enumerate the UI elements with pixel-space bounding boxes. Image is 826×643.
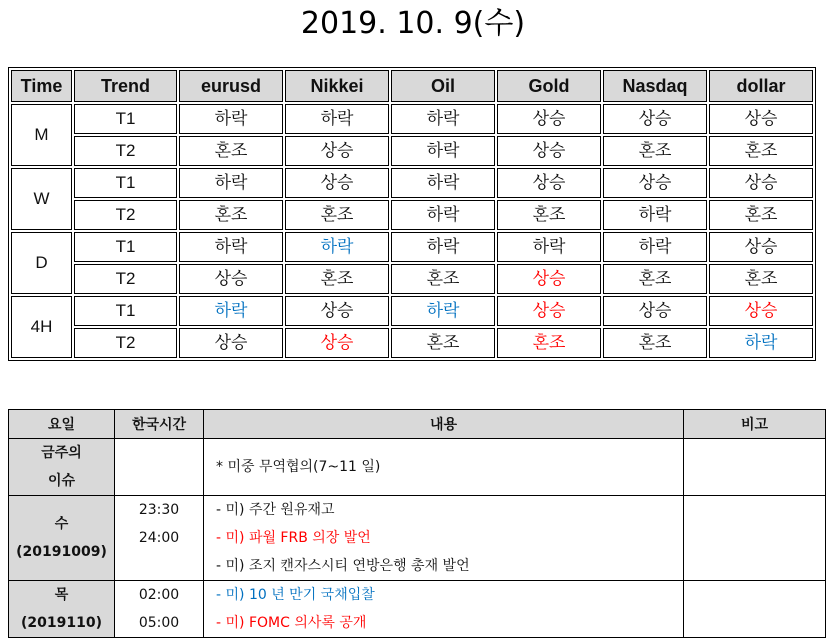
trend-value-oil: 하락 xyxy=(391,296,495,326)
event-time: 02:00 xyxy=(138,587,180,603)
page-title: 2019. 10. 9(수) xyxy=(300,6,526,41)
time-cell xyxy=(115,496,204,581)
trend-value-nasdaq: 상승 xyxy=(603,296,707,326)
trend-value-oil: 하락 xyxy=(391,136,495,166)
trend-value-gold: 하락 xyxy=(497,232,601,262)
trend-value-gold: 상승 xyxy=(497,168,601,198)
trend-value-eurusd: 하락 xyxy=(179,296,283,326)
day-name: 목 xyxy=(54,587,69,603)
event-text: - 미) 조지 캔자스시티 연방은행 총재 발언 xyxy=(216,558,470,574)
trend-value-oil: 하락 xyxy=(391,168,495,198)
issue-label xyxy=(9,439,115,496)
schedule-day-row xyxy=(9,581,826,638)
schedule-header-row xyxy=(9,410,826,439)
trend-value-nasdaq: 하락 xyxy=(603,232,707,262)
trend-value-nasdaq: 혼조 xyxy=(603,136,707,166)
event-time: 23:30 xyxy=(138,502,180,518)
header-remarks: 비고 xyxy=(684,410,826,439)
trend-value-nikkei: 상승 xyxy=(285,296,389,326)
trend-value-dollar: 혼조 xyxy=(709,264,813,294)
trend-value-eurusd: 혼조 xyxy=(179,200,283,230)
trend-value-eurusd: 상승 xyxy=(179,328,283,358)
trend-value-gold: 상승 xyxy=(497,264,601,294)
trend-label-cell: T1 xyxy=(74,296,177,326)
header-trend: Trend xyxy=(74,70,177,102)
trend-value-nasdaq: 상승 xyxy=(603,168,707,198)
trend-value-eurusd: 하락 xyxy=(179,104,283,134)
timeframe-cell: M xyxy=(11,104,72,166)
trend-value-gold: 상승 xyxy=(497,296,601,326)
day-date: (2019110) xyxy=(21,615,102,631)
issue-content: * 미중 무역협의(7~11 일) xyxy=(204,439,684,496)
event-time: 05:00 xyxy=(138,615,180,631)
day-date: (20191009) xyxy=(16,544,107,560)
issue-label-line2: 이슈 xyxy=(47,473,76,489)
trend-label-cell: T1 xyxy=(74,168,177,198)
trend-header-row xyxy=(11,70,813,102)
day-cell xyxy=(9,581,115,638)
trend-value-nikkei: 하락 xyxy=(285,232,389,262)
trend-row xyxy=(11,136,813,166)
trend-value-eurusd: 하락 xyxy=(179,168,283,198)
trend-value-oil: 혼조 xyxy=(391,328,495,358)
trend-value-oil: 하락 xyxy=(391,104,495,134)
issue-row xyxy=(9,439,826,496)
trend-value-dollar: 상승 xyxy=(709,296,813,326)
content-cell xyxy=(204,496,684,581)
issue-remarks xyxy=(684,439,826,496)
event-text: - 미) 10 년 만기 국채입찰 xyxy=(216,587,375,603)
remarks-cell xyxy=(684,496,826,581)
trend-label-cell: T1 xyxy=(74,232,177,262)
trend-value-oil: 하락 xyxy=(391,200,495,230)
trend-value-nasdaq: 상승 xyxy=(603,104,707,134)
header-weekday: 요일 xyxy=(9,410,115,439)
issue-time xyxy=(115,439,204,496)
event-text: - 미) 파월 FRB 의장 발언 xyxy=(216,530,371,546)
trend-value-eurusd: 하락 xyxy=(179,232,283,262)
header-korea-time: 한국시간 xyxy=(115,410,204,439)
timeframe-cell: D xyxy=(11,232,72,294)
trend-label-cell: T2 xyxy=(74,328,177,358)
trend-label-cell: T2 xyxy=(74,264,177,294)
timeframe-cell: 4H xyxy=(11,296,72,358)
event-time: 24:00 xyxy=(138,530,180,546)
trend-value-nikkei: 상승 xyxy=(285,168,389,198)
trend-value-nasdaq: 하락 xyxy=(603,200,707,230)
event-text: - 미) FOMC 의사록 공개 xyxy=(216,615,367,631)
day-cell xyxy=(9,496,115,581)
trend-value-nikkei: 상승 xyxy=(285,328,389,358)
remarks-cell xyxy=(684,581,826,638)
trend-value-dollar: 혼조 xyxy=(709,136,813,166)
header-oil: Oil xyxy=(391,70,495,102)
content-cell xyxy=(204,581,684,638)
trend-label-cell: T1 xyxy=(74,104,177,134)
header-eurusd: eurusd xyxy=(179,70,283,102)
trend-value-dollar: 혼조 xyxy=(709,200,813,230)
trend-value-oil: 혼조 xyxy=(391,264,495,294)
trend-row xyxy=(11,168,813,198)
trend-value-gold: 혼조 xyxy=(497,200,601,230)
trend-value-nasdaq: 혼조 xyxy=(603,328,707,358)
trend-value-dollar: 상승 xyxy=(709,168,813,198)
header-content: 내용 xyxy=(204,410,684,439)
trend-row xyxy=(11,104,813,134)
issue-label-line1: 금주의 xyxy=(41,445,82,461)
trend-value-nikkei: 하락 xyxy=(285,104,389,134)
trend-value-oil: 하락 xyxy=(391,232,495,262)
trend-label-cell: T2 xyxy=(74,136,177,166)
trend-value-gold: 상승 xyxy=(497,104,601,134)
trend-row xyxy=(11,328,813,358)
trend-row xyxy=(11,296,813,326)
schedule-day-row xyxy=(9,496,826,581)
trend-value-nasdaq: 혼조 xyxy=(603,264,707,294)
timeframe-cell: W xyxy=(11,168,72,230)
trend-value-dollar: 하락 xyxy=(709,328,813,358)
time-cell xyxy=(115,581,204,638)
event-time xyxy=(115,552,203,580)
trend-label-cell: T2 xyxy=(74,200,177,230)
trend-row xyxy=(11,264,813,294)
trend-value-gold: 혼조 xyxy=(497,328,601,358)
trend-value-eurusd: 혼조 xyxy=(179,136,283,166)
trend-value-dollar: 상승 xyxy=(709,232,813,262)
trend-value-nikkei: 상승 xyxy=(285,136,389,166)
event-text: - 미) 주간 원유재고 xyxy=(216,502,335,518)
trend-value-dollar: 상승 xyxy=(709,104,813,134)
header-nikkei: Nikkei xyxy=(285,70,389,102)
header-gold: Gold xyxy=(497,70,601,102)
trend-value-nikkei: 혼조 xyxy=(285,200,389,230)
header-dollar: dollar xyxy=(709,70,813,102)
trend-row xyxy=(11,200,813,230)
trend-value-gold: 상승 xyxy=(497,136,601,166)
header-time: Time xyxy=(11,70,72,102)
trend-value-eurusd: 상승 xyxy=(179,264,283,294)
schedule-table xyxy=(8,409,826,638)
trend-value-nikkei: 혼조 xyxy=(285,264,389,294)
trend-row xyxy=(11,232,813,262)
day-name: 수 xyxy=(54,516,69,532)
trend-table xyxy=(8,67,816,361)
header-nasdaq: Nasdaq xyxy=(603,70,707,102)
